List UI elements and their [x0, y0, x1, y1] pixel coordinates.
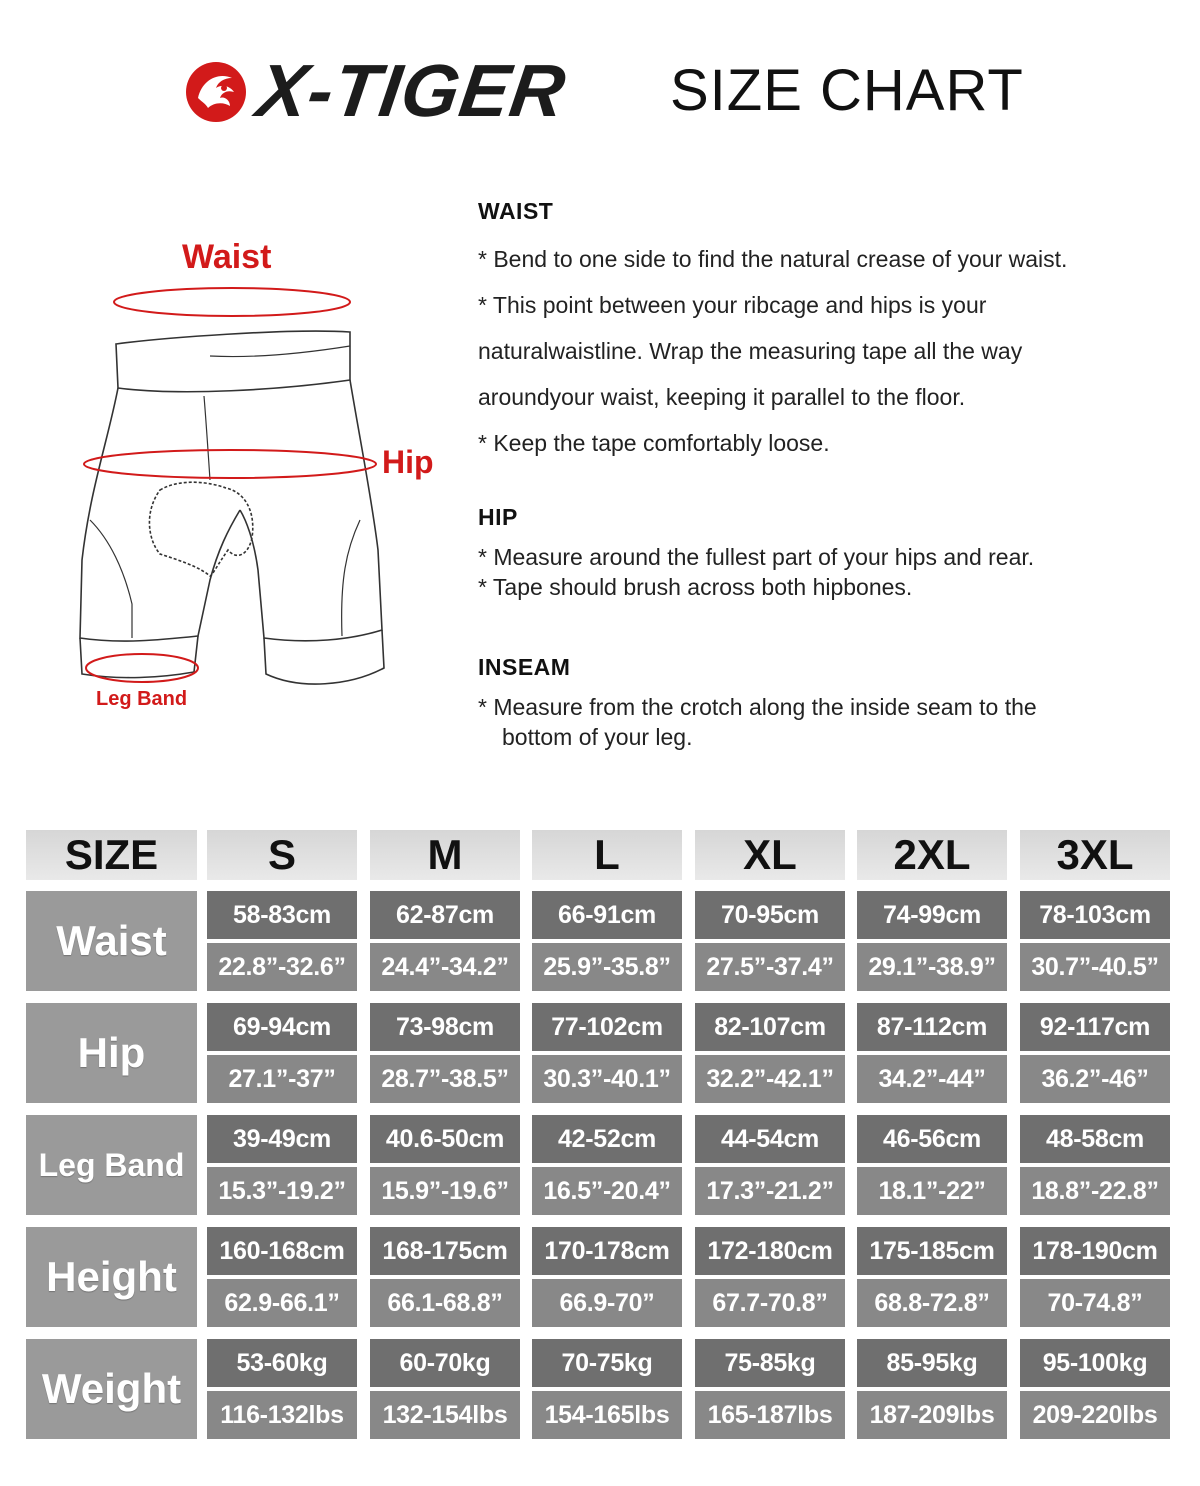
imperial-cell: 132-154lbs [370, 1391, 520, 1439]
metric-cell: 74-99cm [857, 891, 1007, 939]
waist-line-4: aroundyour waist, keeping it parallel to the floor. [478, 384, 966, 410]
imperial-cell: 15.9”-19.6” [370, 1167, 520, 1215]
imperial-cell: 24.4”-34.2” [370, 943, 520, 991]
metric-cell: 53-60kg [207, 1339, 357, 1387]
imperial-cell: 32.2”-42.1” [695, 1055, 845, 1103]
metric-cell: 62-87cm [370, 891, 520, 939]
metric-cell: 172-180cm [695, 1227, 845, 1275]
imperial-cell: 154-165lbs [532, 1391, 682, 1439]
hip-label: Hip [382, 444, 434, 480]
hip-instructions [478, 502, 1168, 602]
metric-cell: 178-190cm [1020, 1227, 1170, 1275]
imperial-cell: 15.3”-19.2” [207, 1167, 357, 1215]
imperial-cell: 34.2”-44” [857, 1055, 1007, 1103]
imperial-cell: 22.8”-32.6” [207, 943, 357, 991]
metric-cell: 40.6-50cm [370, 1115, 520, 1163]
imperial-cell: 27.1”-37” [207, 1055, 357, 1103]
waist-line-3: naturalwaistline. Wrap the measuring tape all the way [478, 338, 1023, 364]
waist-instructions [478, 196, 1168, 466]
waist-line-5: * Keep the tape comfortably loose. [478, 430, 830, 456]
metric-cell: 160-168cm [207, 1227, 357, 1275]
waist-line-1: * Bend to one side to find the natural crease of your waist. [478, 246, 1068, 272]
imperial-cell: 62.9-66.1” [207, 1279, 357, 1327]
metric-cell: 75-85kg [695, 1339, 845, 1387]
metric-cell: 77-102cm [532, 1003, 682, 1051]
imperial-cell: 209-220lbs [1020, 1391, 1170, 1439]
waist-label: Waist [182, 238, 272, 276]
size-header-l: L [532, 830, 682, 880]
size-header-m: M [370, 830, 520, 880]
metric-cell: 168-175cm [370, 1227, 520, 1275]
size-header-s: S [207, 830, 357, 880]
imperial-cell: 67.7-70.8” [695, 1279, 845, 1327]
imperial-cell: 18.1”-22” [857, 1167, 1007, 1215]
hip-heading: HIP [478, 504, 518, 530]
waist-line-2: * This point between your ribcage and hips is your [478, 292, 987, 318]
metric-cell: 170-178cm [532, 1227, 682, 1275]
imperial-cell: 30.3”-40.1” [532, 1055, 682, 1103]
imperial-cell: 17.3”-21.2” [695, 1167, 845, 1215]
imperial-cell: 36.2”-46” [1020, 1055, 1170, 1103]
metric-cell: 42-52cm [532, 1115, 682, 1163]
size-header-xl: XL [695, 830, 845, 880]
metric-cell: 85-95kg [857, 1339, 1007, 1387]
row-label: Height [26, 1227, 197, 1327]
tiger-head-logo-icon [184, 60, 248, 124]
inseam-line-1: * Measure from the crotch along the inside seam to the [478, 694, 1037, 720]
table-header-row [26, 830, 1172, 882]
metric-cell: 48-58cm [1020, 1115, 1170, 1163]
metric-cell: 69-94cm [207, 1003, 357, 1051]
header [0, 40, 1200, 140]
metric-cell: 175-185cm [857, 1227, 1007, 1275]
imperial-cell: 68.8-72.8” [857, 1279, 1007, 1327]
waist-heading: WAIST [478, 198, 554, 224]
imperial-cell: 116-132lbs [207, 1391, 357, 1439]
row-label: Leg Band [26, 1115, 197, 1215]
metric-cell: 66-91cm [532, 891, 682, 939]
imperial-cell: 27.5”-37.4” [695, 943, 845, 991]
inseam-instructions [478, 652, 1168, 752]
row-label: Hip [26, 1003, 197, 1103]
hip-line-2: * Tape should brush across both hipbones. [478, 574, 913, 600]
metric-cell: 92-117cm [1020, 1003, 1170, 1051]
imperial-cell: 165-187lbs [695, 1391, 845, 1439]
inseam-line-2: bottom of your leg. [502, 724, 693, 750]
imperial-cell: 16.5”-20.4” [532, 1167, 682, 1215]
imperial-cell: 18.8”-22.8” [1020, 1167, 1170, 1215]
metric-cell: 58-83cm [207, 891, 357, 939]
inseam-heading: INSEAM [478, 654, 571, 680]
metric-cell: 60-70kg [370, 1339, 520, 1387]
metric-cell: 44-54cm [695, 1115, 845, 1163]
leg-band-label: Leg Band [96, 688, 188, 710]
imperial-cell: 66.1-68.8” [370, 1279, 520, 1327]
imperial-cell: 28.7”-38.5” [370, 1055, 520, 1103]
row-label: Weight [26, 1339, 197, 1439]
row-label: Waist [26, 891, 197, 991]
metric-cell: 82-107cm [695, 1003, 845, 1051]
imperial-cell: 29.1”-38.9” [857, 943, 1007, 991]
metric-cell: 46-56cm [857, 1115, 1007, 1163]
imperial-cell: 30.7”-40.5” [1020, 943, 1170, 991]
hip-line-1: * Measure around the fullest part of your hips and rear. [478, 544, 1035, 570]
metric-cell: 39-49cm [207, 1115, 357, 1163]
brand-name: X-TIGER [252, 49, 572, 132]
size-header-3xl: 3XL [1020, 830, 1170, 880]
metric-cell: 95-100kg [1020, 1339, 1170, 1387]
imperial-cell: 66.9-70” [532, 1279, 682, 1327]
imperial-cell: 187-209lbs [857, 1391, 1007, 1439]
metric-cell: 87-112cm [857, 1003, 1007, 1051]
metric-cell: 78-103cm [1020, 891, 1170, 939]
metric-cell: 70-95cm [695, 891, 845, 939]
size-header-2xl: 2XL [857, 830, 1007, 880]
imperial-cell: 70-74.8” [1020, 1279, 1170, 1327]
metric-cell: 73-98cm [370, 1003, 520, 1051]
imperial-cell: 25.9”-35.8” [532, 943, 682, 991]
size-table [26, 830, 1172, 1442]
page-title: SIZE CHART [670, 58, 1024, 123]
size-header-label: SIZE [26, 830, 197, 880]
metric-cell: 70-75kg [532, 1339, 682, 1387]
